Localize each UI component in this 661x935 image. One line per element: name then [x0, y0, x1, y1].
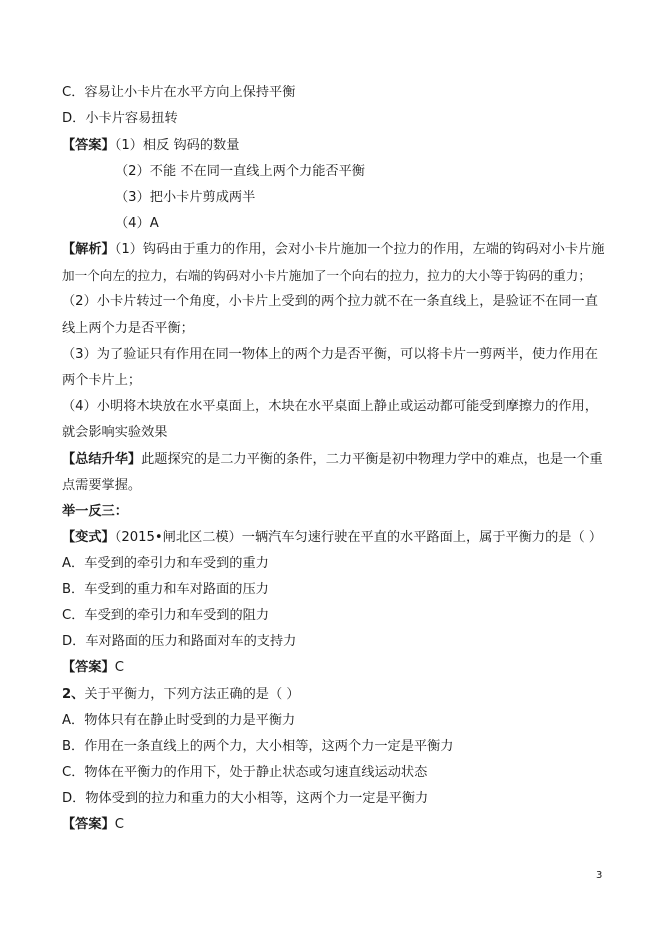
option-d-prev: D．小卡片容易扭转 [62, 111, 178, 126]
question2-answer: 【答案】C [62, 817, 124, 832]
variant-answer-label: 【答案】 [62, 660, 115, 675]
analysis-line-4: 线上两个力是否平衡； [62, 321, 194, 336]
question2-text: 2、关于平衡力，下列方法正确的是（ ） [62, 687, 300, 702]
question2-option-b: B．作用在一条直线上的两个力，大小相等，这两个力一定是平衡力 [62, 739, 454, 754]
analysis-line-5: （3）为了验证只有作用在同一物体上的两个力是否平衡，可以将卡片一剪两半，使力作用在 [62, 347, 598, 362]
analysis-line-3: （2）小卡片转过一个角度，小卡片上受到的两个拉力就不在一条直线上，是验证不在同一直 [62, 294, 598, 309]
question2-option-c: C．物体在平衡力的作用下，处于静止状态或匀速直线运动状态 [62, 765, 428, 780]
summary-line-1: 【总结升华】此题探究的是二力平衡的条件，二力平衡是初中物理力学中的难点，也是一个重 [62, 452, 603, 467]
variant-option-c: C．车受到的牵引力和车受到的阻力 [62, 608, 270, 623]
answer1-item-3: （3）把小卡片剪成两半 [115, 190, 256, 205]
summary-line-2: 点需要掌握。 [62, 478, 142, 493]
answer1-item-1: （1）相反 钩码的数量 [114, 138, 240, 153]
answer1-item-2: （2）不能 不在同一直线上两个力能否平衡 [115, 164, 365, 179]
summary-label: 【总结升华】 [62, 452, 142, 467]
variant-option-d: D．车对路面的压力和路面对车的支持力 [62, 634, 297, 649]
answer1-line-1 [62, 137, 239, 155]
variant-answer: 【答案】C [62, 660, 124, 675]
analysis-line-2: 加一个向左的拉力，右端的钩码对小卡片施加了一个向右的拉力，拉力的大小等于钩码的重力； [62, 268, 591, 283]
variant-question: 【变式】（2015•闸北区二模）一辆汽车匀速行驶在平直的水平路面上，属于平衡力的是（ ） [62, 530, 603, 545]
variant-option-a: A．车受到的牵引力和车受到的重力 [62, 556, 269, 571]
analysis-line-1: 【解析】（1）钩码由于重力的作用，会对小卡片施加一个拉力的作用，左端的钩码对小卡片施 [62, 242, 605, 257]
question2-number: 2、 [62, 687, 85, 702]
question2-answer-label: 【答案】 [62, 817, 115, 832]
question2-option-a: A．物体只有在静止时受到的力是平衡力 [62, 713, 296, 728]
variant-label: 【变式】 [62, 530, 115, 545]
answer1-label: 【答案】 [62, 138, 115, 153]
section-title: 举一反三： [62, 504, 128, 519]
analysis-line-8: 就会影响实验效果 [62, 425, 168, 440]
analysis-line-7: （4）小明将木块放在水平桌面上，木块在水平桌面上静止或运动都可能受到摩擦力的作用， [62, 399, 598, 414]
page-number: 3 [596, 870, 603, 881]
option-c-prev: C．容易让小卡片在水平方向上保持平衡 [62, 85, 296, 100]
variant-option-b: B．车受到的重力和车对路面的压力 [62, 582, 269, 597]
answer1-item-4: （4）A [115, 216, 159, 231]
question2-option-d: D．物体受到的拉力和重力的大小相等，这两个力一定是平衡力 [62, 791, 429, 806]
analysis-label: 【解析】 [62, 242, 115, 257]
analysis-line-6: 两个卡片上； [62, 373, 142, 388]
